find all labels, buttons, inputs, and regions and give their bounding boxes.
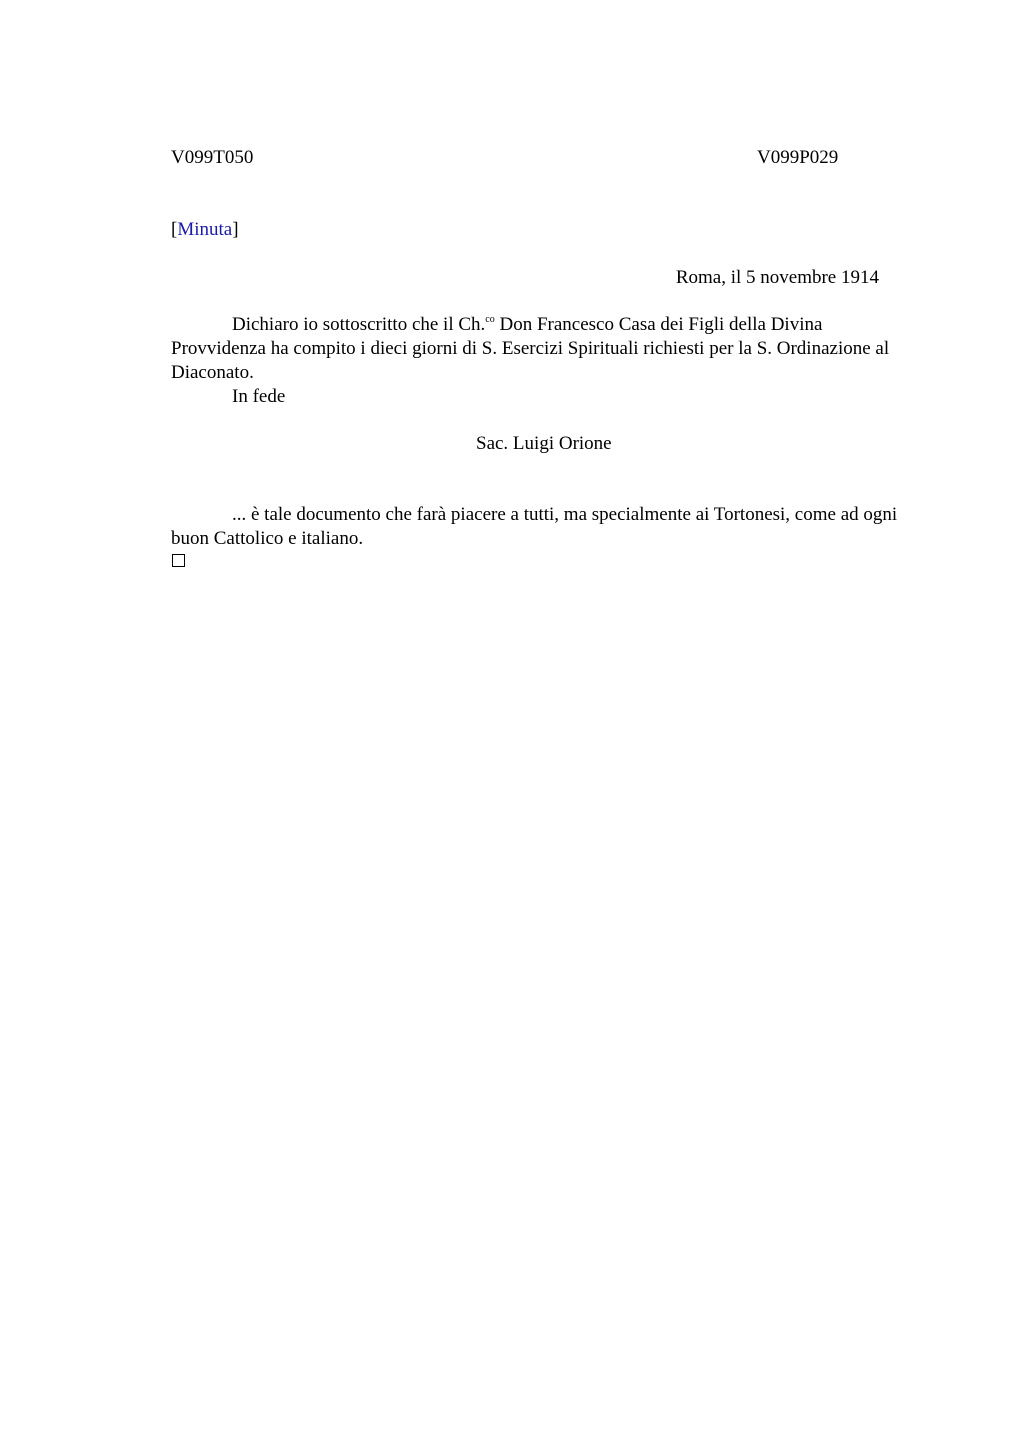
square-outline-icon: [172, 554, 185, 567]
document-code-left: V099T050: [171, 147, 254, 168]
declaration-paragraph: [171, 313, 916, 385]
appended-note-paragraph: ... è tale documento che farà piacere a tutti, ma specialmente ai Tortonesi, come ad ogni buon Cattolico e italiano.: [171, 504, 898, 549]
declaration-text-start: Dichiaro io sottoscritto che il Ch.: [232, 314, 486, 335]
closing-phrase: In fede: [232, 386, 286, 407]
declaration-text-end: Don Francesco Casa dei Figli della Divina Provvidenza ha compito i dieci giorni di S. Esercizi Spirituali richiesti per la S. Ordinazione al Diaconato.: [171, 314, 890, 383]
document-code-right: V099P029: [757, 147, 839, 168]
bracket-open: [: [171, 219, 178, 240]
abbreviation-superscript: co: [485, 314, 495, 325]
draft-note: [171, 218, 239, 242]
minuta-link[interactable]: Minuta: [177, 219, 233, 240]
dateline: Roma, il 5 novembre 1914: [675, 267, 879, 288]
signature: Sac. Luigi Orione: [476, 433, 612, 454]
bracket-close: ]: [232, 219, 239, 240]
